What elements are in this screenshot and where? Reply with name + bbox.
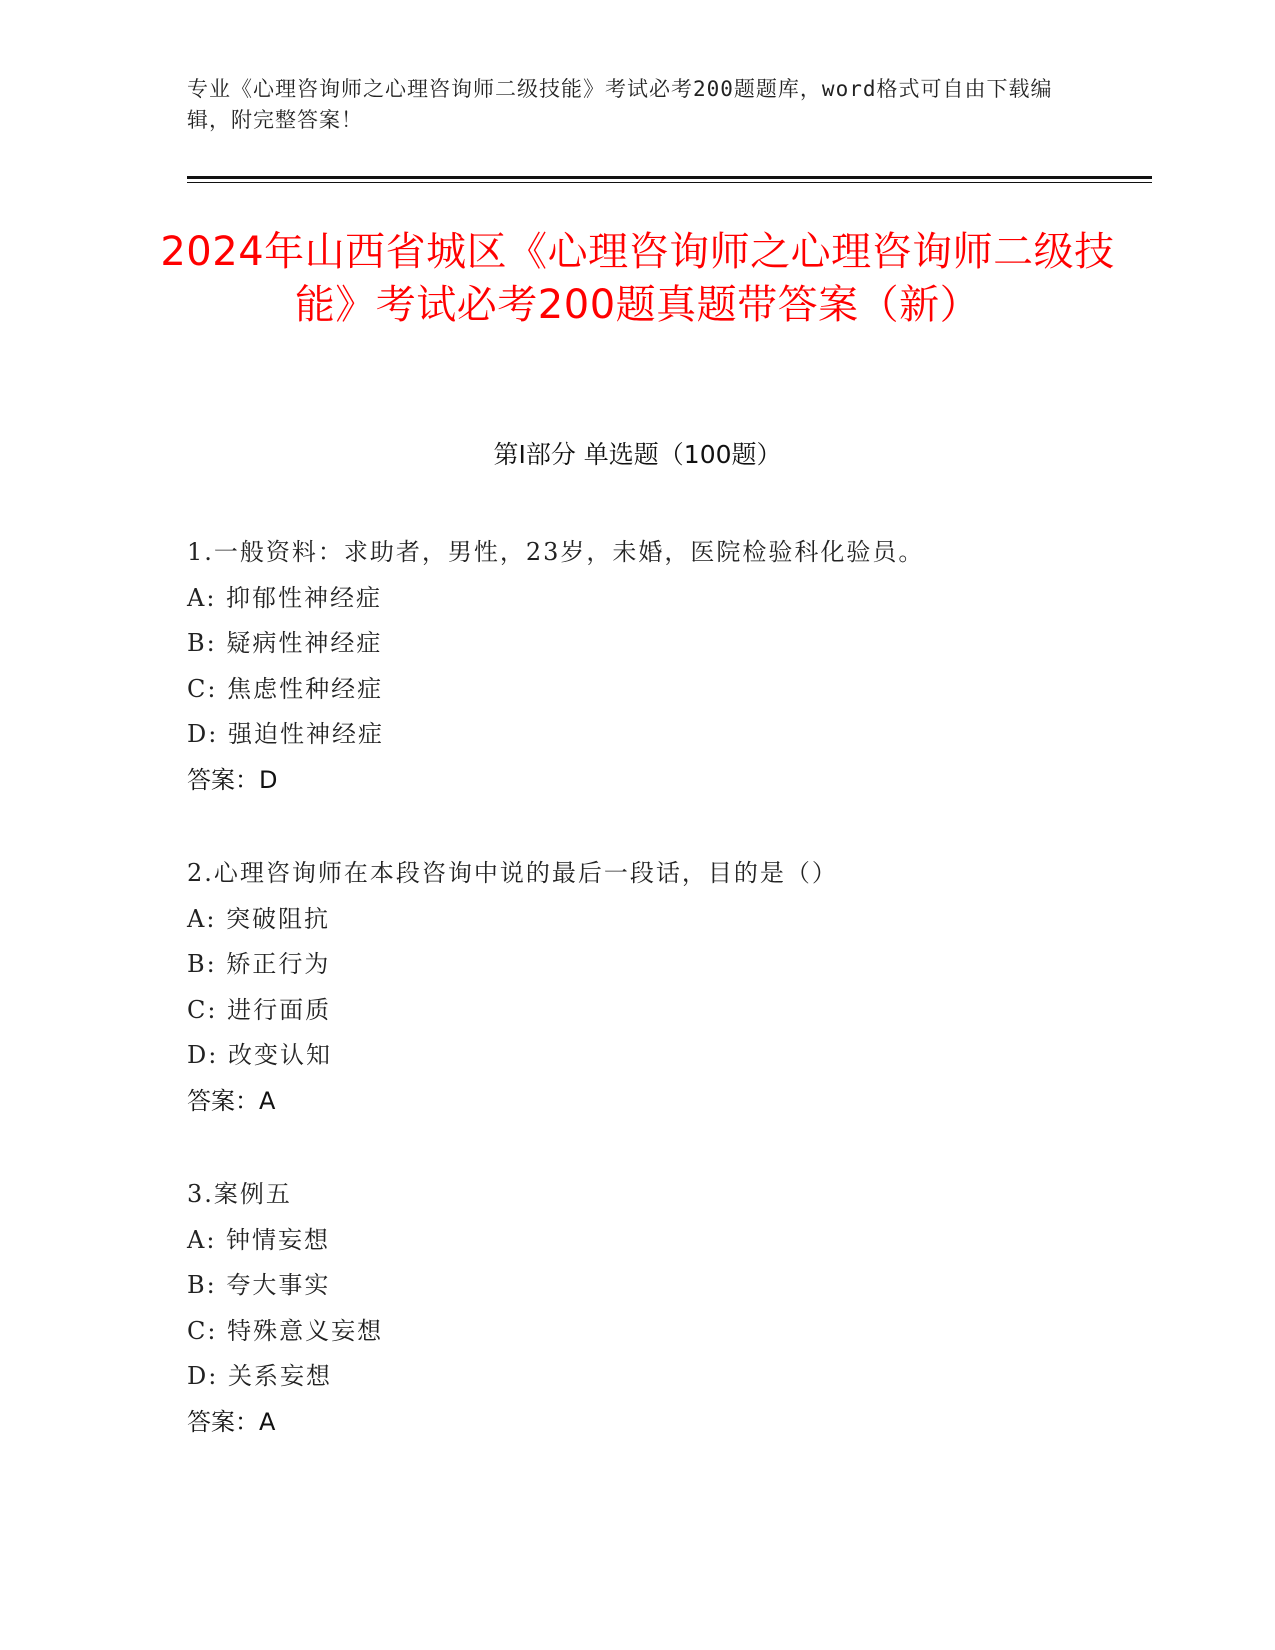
answer-text: 答案：A [187,1086,276,1115]
option-c: C: 焦虑性种经症 [187,674,384,703]
question-text: 2.心理咨询师在本段咨询中说的最后一段话，目的是（） [187,859,838,887]
option-a: A: 抑郁性神经症 [187,583,383,612]
option-a: A: 钟情妄想 [187,1225,331,1254]
question-list [187,530,1147,1493]
question-text: 3.案例五 [187,1180,292,1208]
option-c: C: 进行面质 [187,995,332,1024]
option-d: D: 强迫性神经症 [187,720,384,748]
answer-text: 答案：A [187,1407,276,1436]
answer-text: 答案：D [187,765,278,794]
question-text: 1.一般资料：求助者，男性，23岁，未婚，医院检验科化验员。 [187,538,925,566]
option-d: D: 关系妄想 [187,1362,332,1390]
option-a: A: 突破阻抗 [187,904,331,933]
option-c: C: 特殊意义妄想 [187,1316,384,1345]
header-divider-thick [187,176,1152,179]
intro-text: 专业《心理咨询师之心理咨询师二级技能》考试必考200题题库，word格式可自由下载编辑，附完整答案！ [187,77,1053,132]
option-b: B: 矫正行为 [187,950,331,978]
option-d: D: 改变认知 [187,1041,332,1069]
document-title: 2024年山西省城区《心理咨询师之心理咨询师二级技能》考试必考200题真题带答案（新） [160,229,1115,328]
question-item [187,851,1147,1124]
question-item [187,1172,1147,1445]
question-item [187,530,1147,803]
header-divider-thin [187,182,1152,183]
option-b: B: 夸大事实 [187,1271,331,1299]
option-b: B: 疑病性神经症 [187,629,383,657]
section-heading: 第I部分 单选题（100题） [493,440,782,469]
